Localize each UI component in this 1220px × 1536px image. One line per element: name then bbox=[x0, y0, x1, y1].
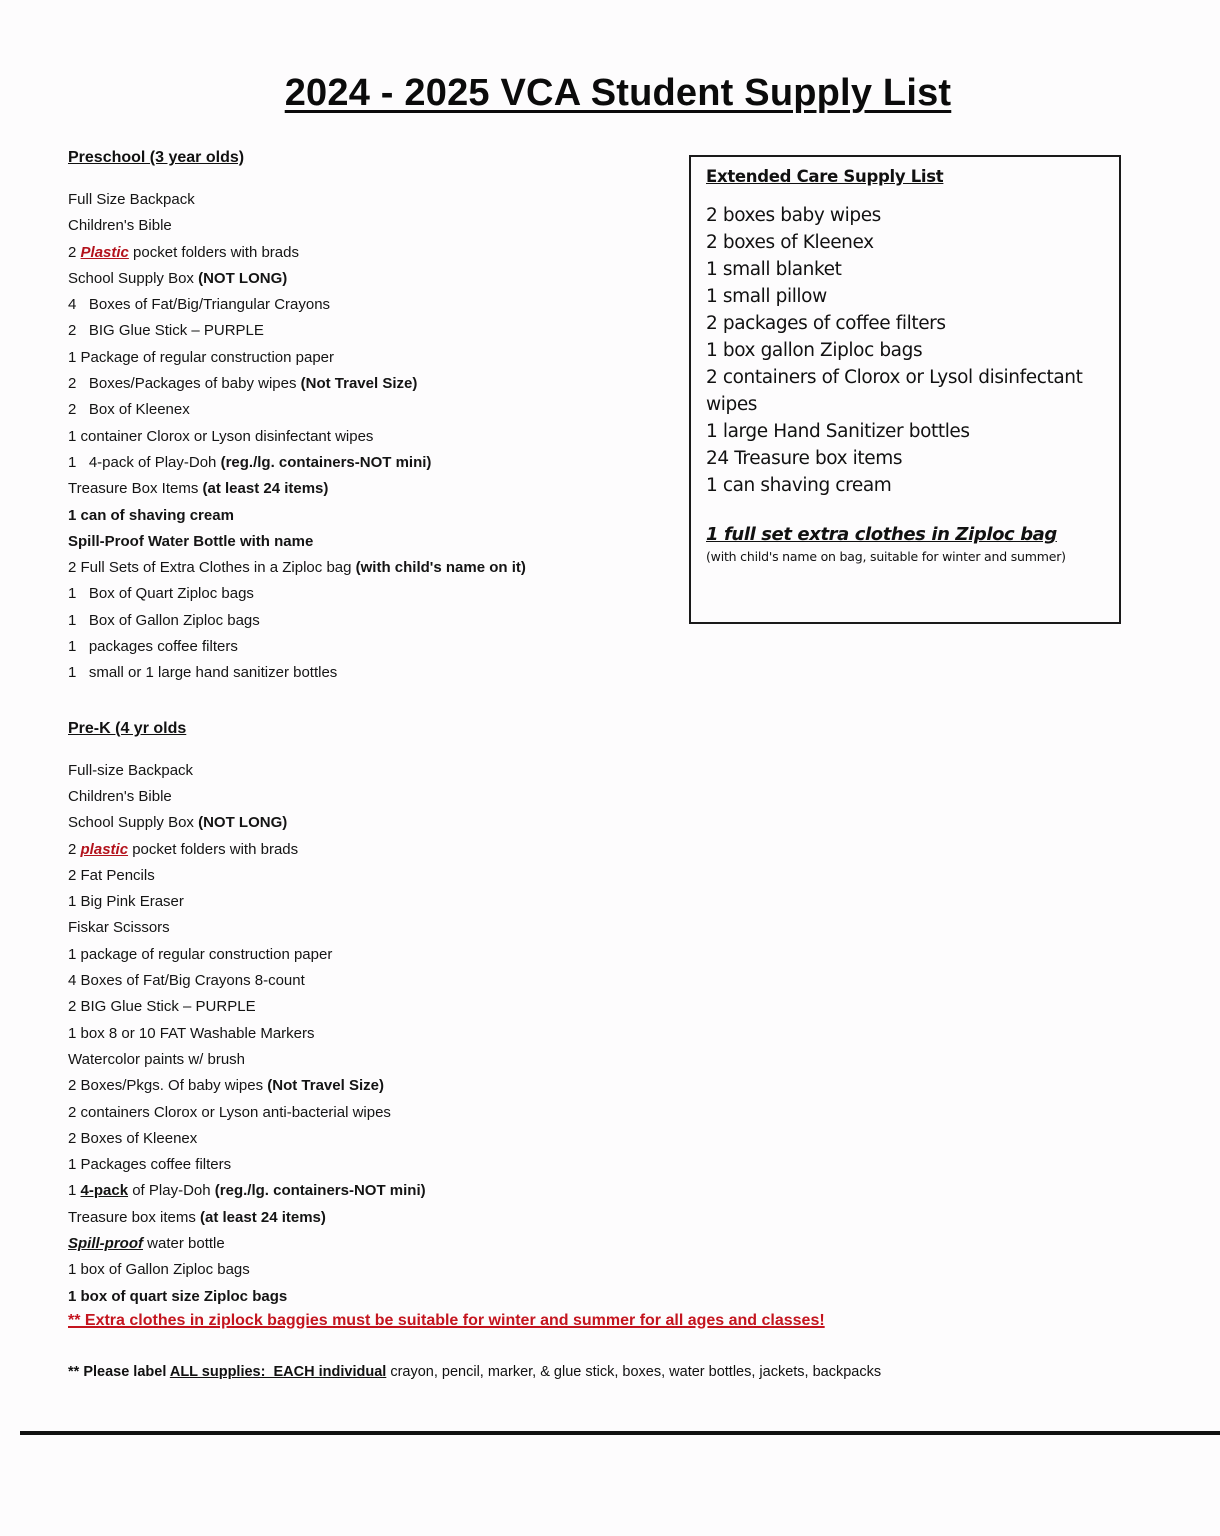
list-item bbox=[68, 240, 668, 266]
list-item bbox=[68, 450, 668, 476]
extended-care-item: 1 small pillow bbox=[706, 286, 827, 307]
list-item-text: Full Size Backpack bbox=[68, 191, 195, 208]
list-item bbox=[68, 1073, 668, 1099]
extended-care-item: 1 large Hand Sanitizer bottles bbox=[706, 421, 970, 442]
label-note-rest: crayon, pencil, marker, & glue stick, boxes, water bottles, jackets, backpacks bbox=[386, 1363, 882, 1380]
list-item bbox=[68, 1152, 668, 1178]
prek-list bbox=[68, 758, 668, 1310]
list-item-text: plastic bbox=[80, 840, 129, 858]
extended-care-item: 2 boxes of Kleenex bbox=[706, 232, 874, 253]
list-item-text: 2 Fat Pencils bbox=[68, 866, 155, 884]
list-item-text: 1 Box of Gallon Ziploc bags bbox=[68, 611, 260, 629]
list-item bbox=[68, 503, 668, 529]
page-title: 2024 - 2025 VCA Student Supply List bbox=[284, 72, 952, 114]
list-item-text: 1 box 8 or 10 FAT Washable Markers bbox=[68, 1024, 315, 1042]
extended-care-heading: Extended Care Supply List bbox=[706, 167, 944, 186]
list-item-text: 2 bbox=[68, 243, 81, 261]
list-item bbox=[68, 889, 668, 915]
list-item bbox=[68, 758, 668, 784]
list-item-text: (Not Travel Size) bbox=[267, 1077, 384, 1095]
list-item-text: Children's Bible bbox=[68, 787, 172, 805]
list-item-text: 1 packages coffee filters bbox=[68, 638, 238, 656]
list-item bbox=[68, 634, 668, 660]
list-item bbox=[68, 994, 668, 1020]
list-item bbox=[68, 608, 668, 634]
list-item bbox=[68, 942, 668, 968]
list-item bbox=[68, 660, 668, 686]
extended-care-item: 1 box gallon Ziploc bags bbox=[706, 340, 923, 361]
list-item-text: (reg./lg. containers-NOT mini) bbox=[214, 1182, 426, 1200]
extended-care-item: 24 Treasure box items bbox=[706, 448, 903, 469]
list-item-text: 2 Box of Kleenex bbox=[68, 401, 190, 419]
list-item-text: 1 Package of regular construction paper bbox=[68, 348, 334, 366]
list-item bbox=[68, 529, 668, 555]
list-item-text: 1 bbox=[68, 1182, 81, 1200]
preschool-heading: Preschool (3 year olds) bbox=[68, 149, 245, 166]
list-item-text: Fiskar Scissors bbox=[68, 919, 170, 937]
list-item-text: of Play-Doh bbox=[128, 1182, 215, 1200]
list-item-text: Treasure box items bbox=[68, 1208, 200, 1226]
extended-care-item: 1 small blanket bbox=[706, 259, 842, 280]
label-note-prefix: ** Please label bbox=[68, 1363, 170, 1380]
list-item bbox=[68, 1047, 668, 1073]
list-item bbox=[68, 1126, 668, 1152]
list-item-text: 1 Packages coffee filters bbox=[68, 1156, 232, 1174]
list-item-text: pocket folders with brads bbox=[128, 840, 299, 858]
list-item bbox=[68, 318, 668, 344]
list-item-text: 2 Boxes/Packages of baby wipes bbox=[68, 375, 301, 393]
list-item-text: (NOT LONG) bbox=[198, 269, 288, 287]
list-item bbox=[68, 1021, 668, 1047]
list-item-text: (reg./lg. containers-NOT mini) bbox=[220, 453, 432, 471]
list-item-text: 4 Boxes of Fat/Big Crayons 8-count bbox=[68, 972, 305, 990]
list-item-text: 1 Box of Quart Ziploc bags bbox=[68, 585, 254, 603]
list-item-text: Plastic bbox=[80, 243, 129, 261]
list-item bbox=[68, 213, 668, 239]
list-item-text: Spill-proof bbox=[68, 1234, 143, 1252]
list-item bbox=[68, 397, 668, 423]
list-item bbox=[68, 784, 668, 810]
list-item bbox=[68, 424, 668, 450]
list-item-text: 1 4-pack of Play-Doh bbox=[68, 453, 221, 471]
list-item bbox=[68, 915, 668, 941]
extended-care-list bbox=[706, 202, 1119, 499]
list-item-text: pocket folders with brads bbox=[128, 243, 299, 261]
list-item-text: 2 bbox=[68, 840, 81, 858]
list-item-text: (NOT LONG) bbox=[198, 814, 288, 832]
list-item bbox=[68, 1100, 668, 1126]
list-item bbox=[68, 1284, 668, 1310]
list-item-text: 1 package of regular construction paper bbox=[68, 945, 333, 963]
bottom-divider bbox=[20, 1431, 1220, 1435]
list-item bbox=[68, 476, 668, 502]
extended-care-clothes-heading: 1 full set extra clothes in Ziploc bag bbox=[706, 524, 1057, 545]
list-item bbox=[68, 1231, 668, 1257]
list-item-text: (Not Travel Size) bbox=[300, 375, 418, 393]
extended-care-item: 2 packages of coffee filters bbox=[706, 313, 946, 334]
list-item bbox=[68, 1257, 668, 1283]
label-supplies-note bbox=[68, 1363, 882, 1380]
list-item-text: Treasure Box Items bbox=[68, 480, 203, 498]
list-item-text: 1 small or 1 large hand sanitizer bottles bbox=[68, 664, 338, 682]
list-item bbox=[68, 837, 668, 863]
list-item-text: 4-pack bbox=[80, 1182, 129, 1200]
list-item-text: 2 BIG Glue Stick – PURPLE bbox=[68, 998, 256, 1016]
list-item-text: 2 Full Sets of Extra Clothes in a Ziploc bag bbox=[68, 559, 356, 577]
list-item-text: 2 BIG Glue Stick – PURPLE bbox=[68, 322, 264, 340]
list-item-text: 1 box of quart size Ziploc bags bbox=[68, 1287, 288, 1305]
extended-care-item: 2 boxes baby wipes bbox=[706, 205, 881, 226]
list-item-text: Children's Bible bbox=[68, 217, 172, 235]
list-item-text: School Supply Box bbox=[68, 269, 199, 287]
list-item bbox=[68, 555, 668, 581]
extended-care-box bbox=[689, 155, 1121, 624]
extended-care-item: 2 containers of Clorox or Lysol disinfectant wipes bbox=[706, 367, 1083, 415]
extended-care-item: 1 can shaving cream bbox=[706, 475, 892, 496]
list-item bbox=[68, 810, 668, 836]
prek-heading: Pre-K (4 yr olds bbox=[68, 719, 187, 737]
list-item-text: Watercolor paints w/ brush bbox=[68, 1050, 246, 1068]
list-item-text: Spill-Proof Water Bottle with name bbox=[68, 532, 314, 550]
list-item-text: 4 Boxes of Fat/Big/Triangular Crayons bbox=[68, 296, 331, 314]
list-item bbox=[68, 581, 668, 607]
list-item bbox=[68, 266, 668, 292]
list-item-text: School Supply Box bbox=[68, 814, 199, 832]
list-item bbox=[68, 863, 668, 889]
list-item bbox=[68, 968, 668, 994]
label-note-emphasis: ALL supplies: EACH individual bbox=[169, 1363, 387, 1380]
list-item bbox=[68, 345, 668, 371]
list-item-text: water bottle bbox=[143, 1234, 225, 1252]
list-item bbox=[68, 371, 668, 397]
list-item-text: (with child's name on it) bbox=[355, 559, 526, 577]
list-item-text: 1 can of shaving cream bbox=[68, 506, 234, 524]
list-item-text: 1 Big Pink Eraser bbox=[68, 893, 184, 911]
list-item-text: 1 container Clorox or Lyson disinfectant wipes bbox=[68, 427, 374, 445]
extra-clothes-note: ** Extra clothes in ziplock baggies must be suitable for winter and summer for all ages and classes! bbox=[68, 1311, 825, 1329]
preschool-list bbox=[68, 187, 668, 687]
list-item-text: (at least 24 items) bbox=[202, 480, 329, 498]
list-item-text: 2 containers Clorox or Lyson anti-bacterial wipes bbox=[68, 1103, 391, 1121]
list-item-text: 2 Boxes of Kleenex bbox=[68, 1129, 198, 1147]
list-item-text: 2 Boxes/Pkgs. Of baby wipes bbox=[68, 1077, 268, 1095]
list-item-text: 1 box of Gallon Ziploc bags bbox=[68, 1261, 250, 1279]
list-item bbox=[68, 1178, 668, 1204]
list-item-text: Full-size Backpack bbox=[68, 761, 194, 779]
list-item bbox=[68, 292, 668, 318]
list-item bbox=[68, 1205, 668, 1231]
list-item-text: (at least 24 items) bbox=[200, 1208, 326, 1226]
list-item bbox=[68, 187, 668, 213]
extended-care-clothes-note: (with child's name on bag, suitable for winter and summer) bbox=[706, 549, 1066, 564]
